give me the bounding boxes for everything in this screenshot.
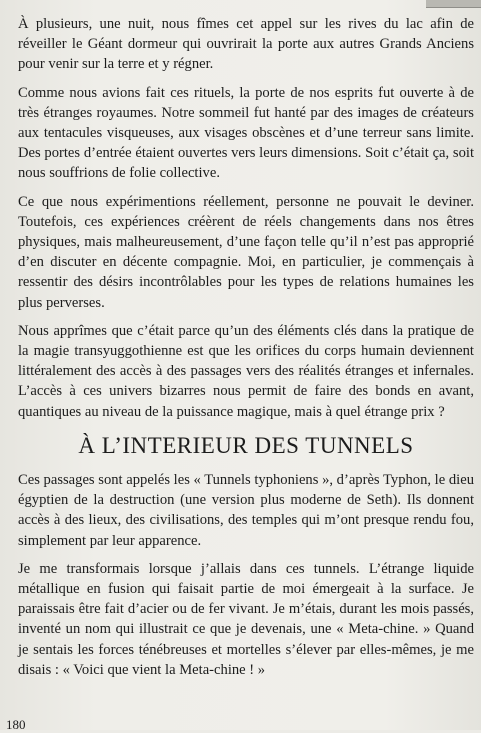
page-number: 180 <box>6 717 26 732</box>
paragraph: Comme nous avions fait ces rituels, la porte de nos esprits fut ouverte à de très étranges royaumes. Notre sommeil fut hanté par des images de créateurs aux tentacules visqueuses, aux visages obscènes et d’une terreur sans limite. Des portes d’entrée étaient ouvertes vers leurs dimensions. Soit c’était ça, soit nous souffrions de folie collective. <box>18 84 474 182</box>
page-text <box>18 14 474 688</box>
paragraph: Ce que nous expérimentions réellement, personne ne pouvait le deviner. Toutefois, ces expériences créèrent de réels changements dans nos êtres physiques, mais malheureusement, d’une façon telle qu’il n’est pas approprié d’en discuter en décente compagnie. Moi, en particulier, je commençais à ressentir des désirs incontrôlables pour les types de relations humaines les plus perverses. <box>18 193 474 311</box>
paragraph: Je me transformais lorsque j’allais dans ces tunnels. L’étrange liquide métallique en fusion qui faisait partie de moi émergeait à la surface. Je paraissais être fait d’acier ou de fer vivant. Je m’étais, durant les mois passés, inventé un nom qui illustrait ce que je devenais, une « Meta-chine. » Quand je sentais les forces ténébreuses et mortelles s’élever par elles-mêmes, je me disais : « Voici que vient la Meta-chine ! » <box>18 560 474 678</box>
paragraph: Nous apprîmes que c’était parce qu’un des éléments clés dans la pratique de la magie transyuggothienne est que les orifices du corps humain deviennent littéralement des accès à des passages vers des réalités étranges et infernales. L’accès à ces univers bizarres nous permit de faire des bonds en avant, quantiques au niveau de la puissance magique, mais à quel étrange prix ? <box>18 322 474 420</box>
page-edge-tab <box>426 0 481 8</box>
paragraph: Ces passages sont appelés les « Tunnels typhoniens », d’après Typhon, le dieu égyptien de la destruction (une version plus moderne de Seth). Ils donnent accès à des lieux, des civilisations, des temples qui m’ont presque rendu fou, simplement par leur apparence. <box>18 472 474 549</box>
section-heading: À L’INTERIEUR DES TUNNELS <box>78 432 414 458</box>
paragraph: À plusieurs, une nuit, nous fîmes cet appel sur les rives du lac afin de réveiller le Géant dormeur qui ouvrirait la porte aux autres Grands Anciens pour venir sur la terre et y régner. <box>18 16 474 73</box>
